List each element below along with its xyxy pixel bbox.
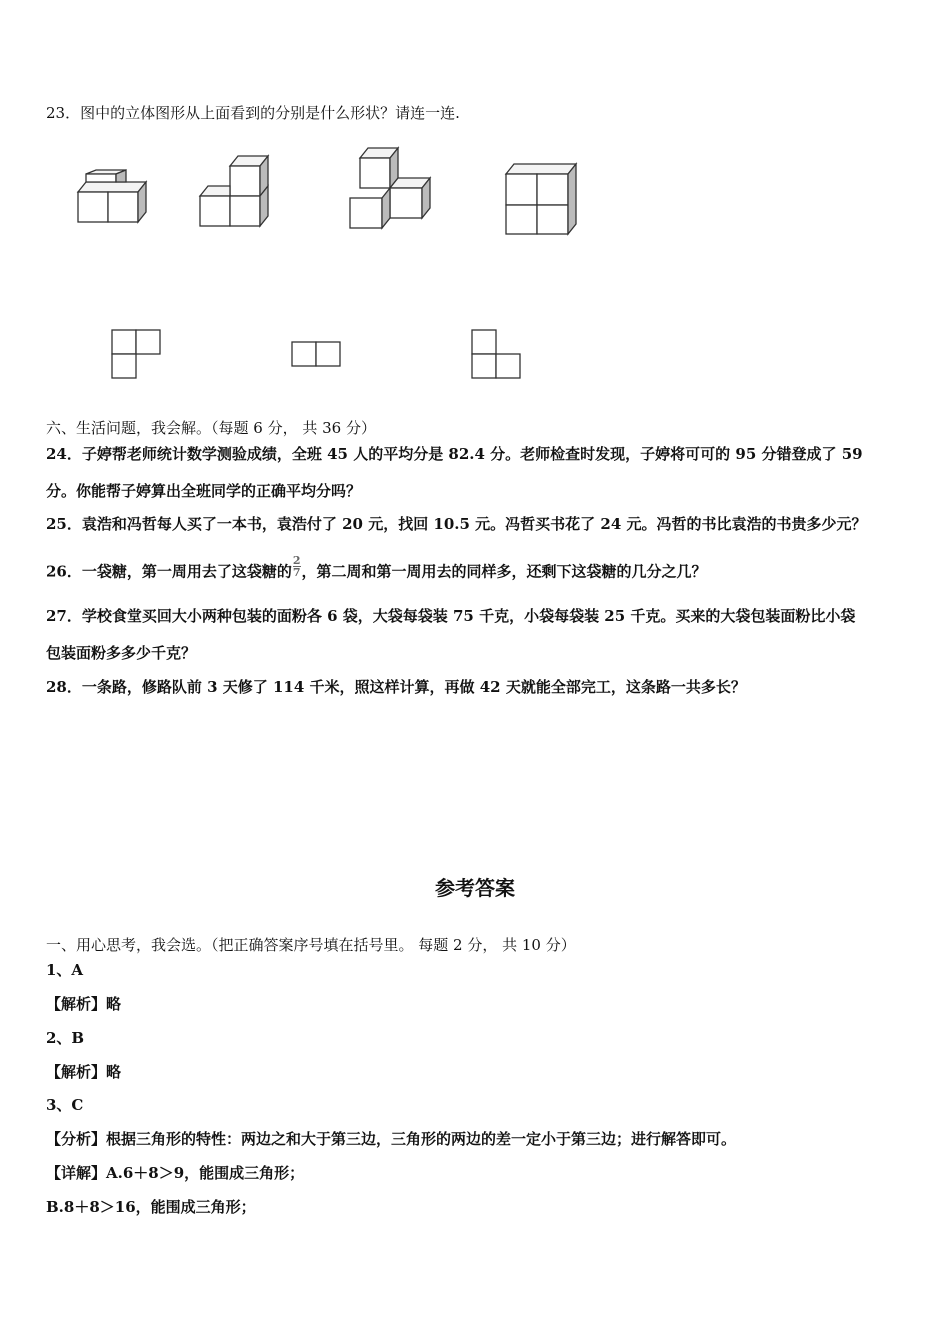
solid-figure-2 (196, 154, 276, 234)
answers-title: 参考答案 (435, 876, 515, 900)
section-1-heading: 一、用心思考，我会选。（把正确答案序号填在括号里。 每题 2 分， 共 10 分） (46, 936, 576, 954)
question-25: 25．袁浩和冯哲每人买了一本书，袁浩付了 20 元，找回 10.5 元。冯哲买书花了 24 元。冯哲的书比袁浩的书贵多少元？ (46, 515, 867, 533)
solid-figure-4 (504, 162, 584, 242)
question-23: 23．图中的立体图形从上面看到的分别是什么形状？请连一连. (46, 104, 460, 122)
question-26-text-before: 26．一袋糖，第一周用去了这袋糖的 (46, 562, 292, 581)
question-28: 28．一条路，修路队前 3 天修了 114 千米，照这样计算，再做 42 天就能全部完工，这条路一共多长？ (46, 678, 746, 696)
fraction-denominator: 7 (292, 566, 301, 579)
question-26 (46, 554, 707, 584)
answer-1: 1、A (46, 961, 84, 979)
question-27-line2: 包装面粉多多少千克？ (46, 644, 197, 662)
question-24-line2: 分。你能帮子婷算出全班同学的正确平均分吗？ (46, 482, 362, 500)
solid-figure-3 (348, 146, 438, 236)
answer-3-option-b: B.8＋8＞16，能围成三角形； (46, 1198, 256, 1216)
section-6-heading: 六、生活问题，我会解。（每题 6 分， 共 36 分） (46, 419, 376, 437)
answer-3-detail: 【详解】A.6＋8＞9，能围成三角形； (46, 1164, 305, 1182)
question-27-line1: 27．学校食堂买回大小两种包装的面粉各 6 袋，大袋每袋装 75 千克，小袋每袋装 25 千克。买来的大袋包装面粉比小袋 (46, 607, 856, 625)
answer-1-note: 【解析】略 (46, 995, 122, 1013)
answer-3: 3、C (46, 1096, 84, 1114)
top-view-2 (291, 341, 343, 369)
answer-3-analysis: 【分析】根据三角形的特性：两边之和大于第三边，三角形的两边的差一定小于第三边；进行解答即可。 (46, 1130, 737, 1148)
fraction-numerator: 2 (292, 554, 301, 567)
fraction-2-7 (293, 555, 301, 578)
top-view-1 (111, 329, 163, 381)
solid-figure-1 (76, 170, 156, 230)
answer-2-note: 【解析】略 (46, 1063, 122, 1081)
top-view-3 (471, 329, 523, 381)
question-26-text-after: ，第二周和第一周用去的同样多，还剩下这袋糖的几分之几？ (301, 562, 707, 581)
answer-2: 2、B (46, 1029, 85, 1047)
question-24-line1: 24．子婷帮老师统计数学测验成绩，全班 45 人的平均分是 82.4 分。老师检查时发现，子婷将可可的 95 分错登成了 59 (46, 445, 863, 463)
